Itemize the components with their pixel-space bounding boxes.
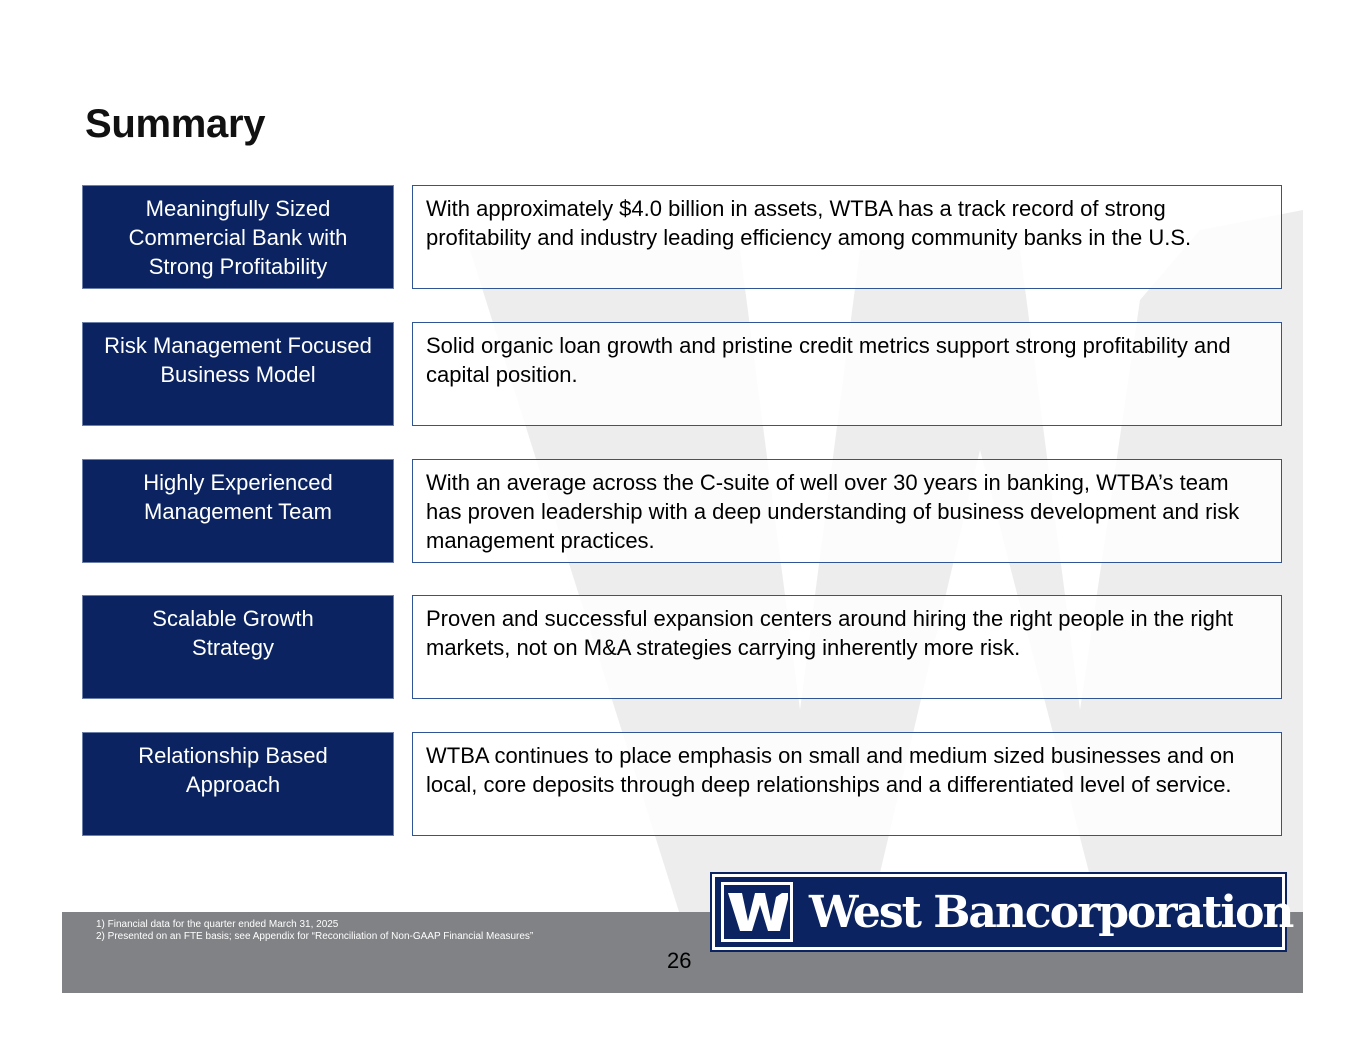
footnotes bbox=[96, 919, 533, 943]
row-label: Risk Management Focused Business Model bbox=[82, 322, 394, 426]
row-description: With approximately $4.0 billion in assets, WTBA has a track record of strong profitability and industry leading efficiency among community banks in the U.S. bbox=[412, 185, 1282, 289]
row-description: Solid organic loan growth and pristine credit metrics support strong profitability and capital position. bbox=[412, 322, 1282, 426]
footnote: 2) Presented on an FTE basis; see Appendix for “Reconciliation of Non-GAAP Financial Measures” bbox=[96, 931, 534, 942]
row-description: Proven and successful expansion centers around hiring the right people in the right markets, not on M&A strategies carrying inherently more risk. bbox=[412, 595, 1282, 699]
row-label: Highly Experienced Management Team bbox=[82, 459, 394, 563]
page-title: Summary bbox=[85, 102, 266, 146]
summary-row bbox=[82, 185, 1283, 289]
logo-w-icon bbox=[724, 885, 790, 939]
row-description: WTBA continues to place emphasis on small and medium sized businesses and on local, core deposits through deep relationships and a differentiated level of service. bbox=[412, 732, 1282, 836]
summary-row bbox=[82, 732, 1283, 836]
logo-name: West Bancorporation bbox=[809, 887, 1293, 938]
summary-row bbox=[82, 595, 1283, 699]
logo-mark-icon bbox=[721, 882, 793, 942]
row-label: Relationship Based Approach bbox=[82, 732, 394, 836]
company-logo bbox=[712, 874, 1293, 950]
page-number: 26 bbox=[667, 948, 692, 973]
row-label: Scalable Growth Strategy bbox=[82, 595, 394, 699]
summary-row bbox=[82, 322, 1283, 426]
row-label: Meaningfully Sized Commercial Bank with Strong Profitability bbox=[82, 185, 394, 289]
footnote: 1) Financial data for the quarter ended March 31, 2025 bbox=[96, 919, 339, 930]
summary-row bbox=[82, 459, 1283, 563]
row-description: With an average across the C-suite of well over 30 years in banking, WTBA’s team has proven leadership with a deep understanding of business development and risk management practices. bbox=[412, 459, 1282, 563]
